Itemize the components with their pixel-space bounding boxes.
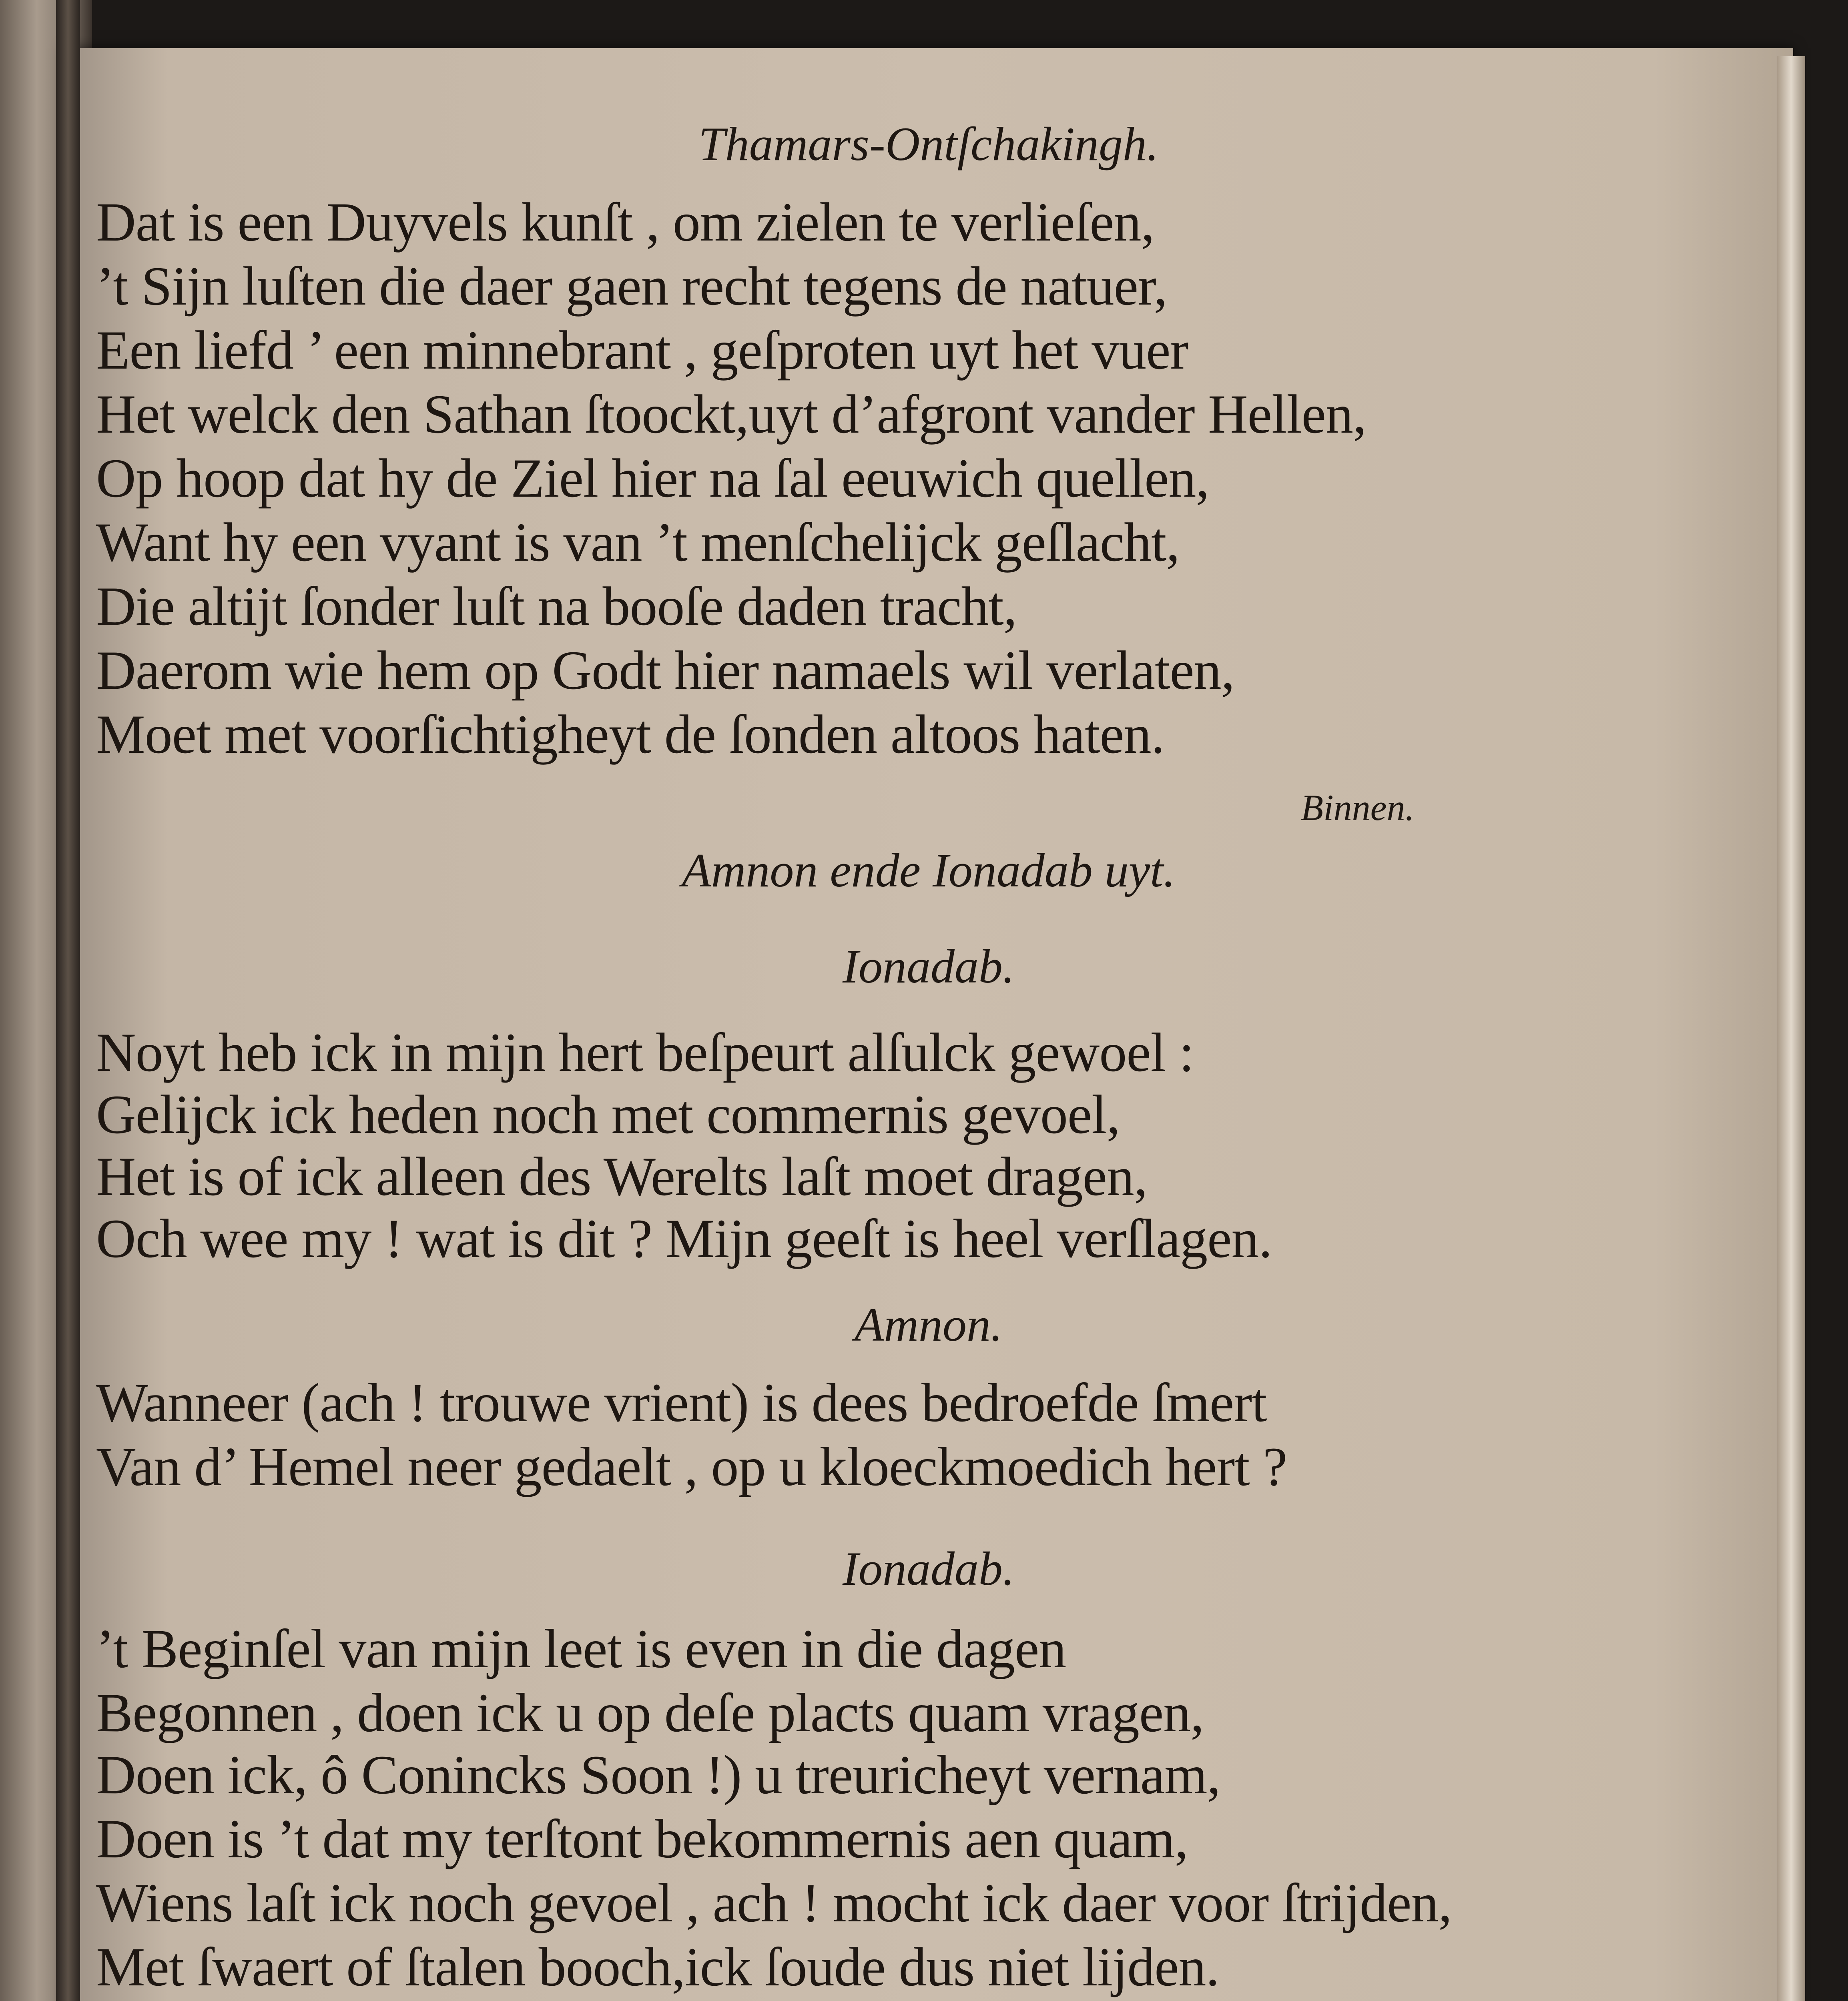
text-line: Doen is ’t dat my terſtont bekommernis aen quam, <box>96 1808 1188 1869</box>
text-line: Noyt heb ick in mijn hert beſpeurt alſulck gewoel : <box>96 1022 1194 1083</box>
text-line: Een liefd ’ een minnebrant , geſproten uyt het vuer <box>96 319 1188 381</box>
running-title: Thamars-Ontſchakingh. <box>698 117 1159 170</box>
text-line: Och wee my ! wat is dit ? Mijn geeſt is heel verſlagen. <box>96 1208 1272 1269</box>
text-line: Met ſwaert of ſtalen booch,ick ſoude dus niet lijden. <box>96 1936 1219 1997</box>
text-line: Het is of ick alleen des Werelts laſt moet dragen, <box>96 1146 1148 1207</box>
stage-direction-enter: Amnon ende Ionadab uyt. <box>682 844 1176 897</box>
text-line: Die altijt ſonder luſt na booſe daden tracht, <box>96 575 1017 637</box>
book-gutter <box>56 0 80 2001</box>
text-line: Dat is een Duyvels kunſt , om zielen te verlieſen, <box>96 191 1155 253</box>
stage-direction-exit: Binnen. <box>1301 787 1415 828</box>
speaker-name: Amnon. <box>855 1298 1003 1351</box>
text-line: Wiens laſt ick noch gevoel , ach ! mocht ick daer voor ſtrijden, <box>96 1872 1452 1933</box>
text-line: Gelijck ick heden noch met commernis gevoel, <box>96 1084 1120 1145</box>
text-line: Want hy een vyant is van ’t menſchelijck geſlacht, <box>96 511 1180 573</box>
speaker-name: Ionadab. <box>843 1542 1015 1595</box>
text-line: Doen ick, ô Conincks Soon !) u treuricheyt vernam, <box>96 1744 1220 1805</box>
text-line: Op hoop dat hy de Ziel hier na ſal eeuwich quellen, <box>96 447 1209 509</box>
text-line: ’t Sijn luſten die daer gaen recht tegens de natuer, <box>96 255 1167 317</box>
text-line: Van d’ Hemel neer gedaelt , op u kloeckmoedich hert ? <box>96 1436 1287 1497</box>
text-line: Het welck den Sathan ſtoockt,uyt d’afgront vander Hellen, <box>96 383 1366 445</box>
text-line: Wanneer (ach ! trouwe vrient) is dees bedroefde ſmert <box>96 1372 1267 1433</box>
page-fore-edge <box>1777 56 1805 2001</box>
text-line: Begonnen , doen ick u op deſe placts quam vragen, <box>96 1682 1204 1743</box>
text-line: ’t Beginſel van mijn leet is even in die dagen <box>96 1618 1066 1679</box>
speaker-name: Ionadab. <box>843 940 1015 993</box>
text-line: Daerom wie hem op Godt hier namaels wil verlaten, <box>96 640 1235 701</box>
text-line: Moet met voorſichtigheyt de ſonden altoos haten. <box>96 704 1165 765</box>
